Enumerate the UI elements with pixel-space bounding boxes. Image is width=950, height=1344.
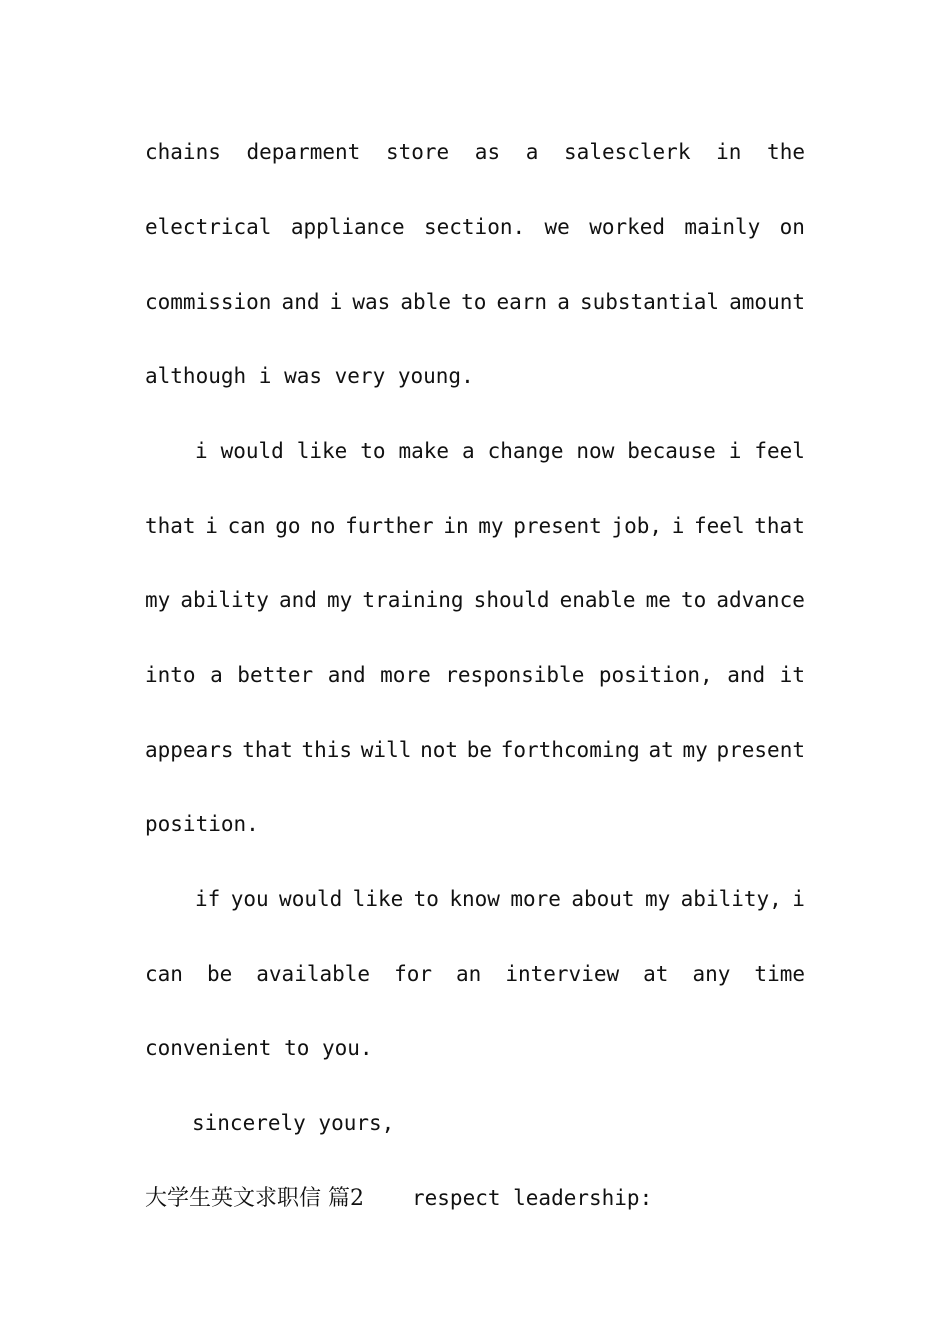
word: forthcoming [500, 738, 640, 762]
word: amount [729, 290, 805, 314]
text-line-1 [145, 138, 805, 166]
word: substantial [579, 290, 720, 314]
word: any [692, 962, 731, 986]
word: a [462, 439, 475, 463]
word: as [474, 140, 501, 164]
word: we [544, 215, 570, 239]
word: on [779, 215, 805, 239]
word: to [413, 887, 439, 911]
word: further [345, 514, 434, 538]
word: make [398, 439, 450, 463]
word: advance [716, 588, 805, 612]
word: position, [598, 663, 713, 687]
word: a [557, 290, 570, 314]
word: go [275, 514, 301, 538]
word: and [281, 290, 320, 314]
word: able [400, 290, 451, 314]
word: a [210, 663, 223, 687]
word: in [716, 140, 742, 164]
text-line-10: position. [145, 812, 259, 836]
word: commission [145, 290, 272, 314]
word: an [456, 962, 482, 986]
word: be [466, 738, 492, 762]
word: ability [180, 588, 269, 612]
text-line-2 [145, 213, 805, 241]
word: and [727, 663, 766, 687]
text-line-3 [145, 288, 805, 316]
word: ability, [680, 887, 782, 911]
word: my [145, 588, 171, 612]
text-line-12 [145, 960, 805, 988]
word: that [145, 514, 196, 538]
word: enable [559, 588, 636, 612]
word: i [195, 439, 208, 463]
word: would [279, 887, 343, 911]
word: interview [505, 962, 620, 986]
word: present [716, 738, 805, 762]
word: section. [423, 215, 526, 239]
word: can [227, 514, 266, 538]
word: into [145, 663, 196, 687]
word: like [352, 887, 404, 911]
word: time [754, 962, 805, 986]
text-line-8 [145, 661, 805, 689]
word: to [360, 439, 386, 463]
word: me [645, 588, 671, 612]
word: deparment [246, 140, 361, 164]
text-line-13: convenient to you. [145, 1036, 373, 1060]
text-line-11 [195, 885, 805, 913]
word: earn [496, 290, 548, 314]
closing-line: sincerely yours, [192, 1111, 395, 1135]
text-line-5 [195, 437, 805, 465]
word: my [327, 588, 353, 612]
word: i [329, 290, 343, 314]
word: i [671, 514, 685, 538]
section-heading-row [145, 1182, 805, 1214]
word: my [478, 514, 504, 538]
word: because [627, 439, 716, 463]
word: i [205, 514, 218, 538]
word: would [220, 439, 284, 463]
word: store [385, 140, 450, 164]
word: salesclerk [564, 140, 691, 164]
word: be [206, 962, 233, 986]
word: like [296, 439, 348, 463]
word: my [682, 738, 708, 762]
word: my [644, 887, 671, 911]
word: appliance [290, 215, 405, 239]
word: not [420, 738, 458, 762]
word: job, [611, 514, 663, 538]
salutation: respect leadership: [412, 1186, 653, 1210]
word: can [145, 962, 183, 986]
word: that [242, 738, 293, 762]
word: at [648, 738, 674, 762]
word: and [279, 588, 317, 612]
word: at [643, 962, 669, 986]
word: will [360, 738, 412, 762]
word: more [380, 663, 431, 687]
word: electrical [145, 215, 272, 239]
word: training [362, 588, 464, 612]
text-line-4: although i was very young. [145, 364, 474, 388]
word: if [195, 887, 221, 911]
word: mainly [684, 215, 761, 239]
word: to [680, 588, 707, 612]
word: the [767, 140, 805, 164]
word: present [513, 514, 602, 538]
word: was [352, 290, 391, 314]
word: in [443, 514, 469, 538]
word: chains [145, 140, 221, 164]
section-heading: 大学生英文求职信 篇2 [145, 1186, 364, 1211]
word: you [230, 887, 269, 911]
word: worked [589, 215, 666, 239]
word: this [301, 738, 353, 762]
word: that [754, 514, 805, 538]
word: no [310, 514, 336, 538]
word: it [779, 663, 805, 687]
text-line-9 [145, 736, 805, 764]
word: more [510, 887, 561, 911]
word: about [571, 887, 635, 911]
word: responsible [445, 663, 585, 687]
word: a [525, 140, 539, 164]
word: to [461, 290, 487, 314]
word: appears [145, 738, 234, 762]
word: feel [754, 439, 805, 463]
text-line-6 [145, 512, 805, 540]
word: change [487, 439, 564, 463]
word: and [327, 663, 366, 687]
word: i [728, 439, 742, 463]
word: i [792, 887, 805, 911]
word: feel [694, 514, 745, 538]
word: for [394, 962, 433, 986]
text-line-7 [145, 586, 805, 614]
word: available [256, 962, 371, 986]
word: should [473, 588, 550, 612]
word: now [576, 439, 615, 463]
word: better [237, 663, 314, 687]
word: know [449, 887, 500, 911]
